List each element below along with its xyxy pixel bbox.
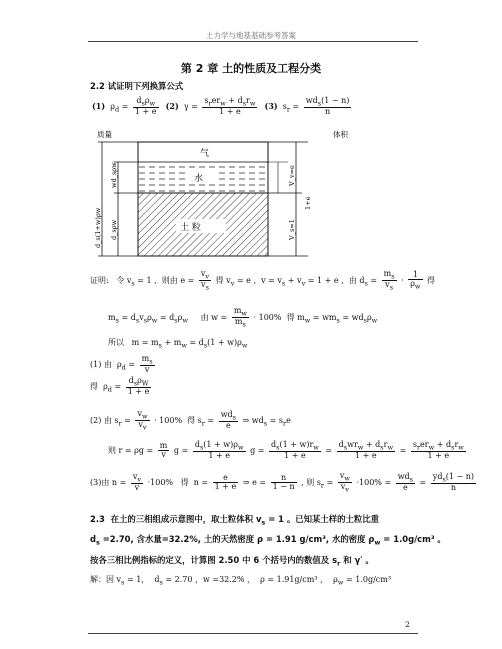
- section-2-3-line-3: 按各三相比例指标的定义，计算图 2.50 中 6 个括号内的数值及 $s_r$ 和 γ′ 。: [90, 555, 374, 568]
- solution-line: 解：因 $v_s = 1$， $d_s = 2.70$ ，w =32.2% ， ρ = 1.91g/cm³ ， $\rho_w = 1.0g/cm^3$: [90, 575, 392, 587]
- proof-part-1a: (1) 由 $\rho_d$ = $\frac{m_s}{v}$: [90, 354, 153, 375]
- formula-list: (1) $\rho_d$ = $\frac{d_s\rho_w}{1 + e}$ (2) γ = $\frac{s_rer_w + d_sr_w}{1 + e}$ (3) $s_r$ = $\frac{wd_s(1 - n)}{n}$: [92, 96, 350, 117]
- section-2-2-heading: 2.2 试证明下列换算公式: [90, 81, 184, 91]
- running-header: 土力学与地基基础参考答案: [206, 31, 296, 40]
- mass-soil-label: d_sρw: [110, 219, 118, 240]
- proof-line-3: 所以 $m = m_s + m_w = d_s(1 + w)\rho_w$: [108, 338, 248, 350]
- volume-soil-label: V_s=1: [288, 219, 296, 240]
- volume-total-label: 1+e: [304, 196, 312, 210]
- header-rule: [88, 41, 418, 42]
- label-volume: 体积: [333, 130, 348, 139]
- footer-rule: [88, 633, 418, 634]
- three-phase-diagram: [88, 128, 378, 260]
- label-mass: 质量: [97, 130, 112, 139]
- proof-line-2: $m_s = d_sv_s\rho_w = d_s\rho_w$ 由 w = $\frac{m_w}{m_s}$ · 100% 得 $m_w = wm_s = wd_s\rho_w$: [108, 306, 378, 329]
- air-label: 气: [200, 149, 210, 159]
- page-number: 2: [405, 620, 410, 629]
- proof-part-3: (3)由 n = $\frac{v_v}{v}$ ·100% 得 n = $\frac{e}{1 + e}$ ⇒ e = $\frac{n}{1 - n}$ , 则 $s_r$ = $\frac{v_w}{v_v}$ ·100% = $\frac{wd_s}{e}$ = $\frac{yd_s(1 - n)}{n}$: [90, 471, 475, 494]
- mass-total-label: d_s(1+w)ρw: [94, 207, 102, 248]
- volume-voids-label: V_v=e: [288, 165, 296, 186]
- proof-line-1: 证明: 令 $v_s = 1$ , 则由 e = $\frac{v_v}{v_s}$ 得 $v_v = e$ , $v = v_s + v_v = 1 + e$ , 由 $d_s$ = $\frac{m_s}{v_s}$ · $\frac{1}{\rho_w}$ 得: [90, 269, 436, 292]
- proof-part-2b: 则 r = ρg = $\frac{m}{v}$ g = $\frac{d_s(1 + w)\rho_w}{1 + e}$ g = $\frac{d_s(1 + w)r_w}{1 + e}$ = $\frac{d_swr_w + d_sr_w}{1 + e}$ = $\frac{s_rer_w + d_sr_w}{1 + e}$: [108, 440, 464, 461]
- water-label: 水: [194, 174, 204, 184]
- chapter-title: 第 2 章 土的性质及工程分类: [180, 62, 322, 75]
- section-2-3-line-1: 2.3 在土的三相组成示意图中，取土粒体积 $v_s = 1$ 。已知某土样的土粒比重: [90, 514, 380, 527]
- mass-water-label: wd_sρw: [110, 162, 118, 188]
- section-2-3-line-2: $d_s =2.70$, 含水量=32.2%, 土的天然密度 ρ = 1.91 g/cm³, 水的密度 $\rho_w = 1.0g/cm^3$ 。: [90, 534, 446, 547]
- proof-part-2a: (2) 由 $s_r$ = $\frac{v_w}{v_v}$ · 100% 得 $s_r$ = $\frac{wd_s}{e}$ ⇒ $wd_s = s_re$: [90, 409, 291, 432]
- proof-part-1b: 得 $\rho_d$ = $\frac{d_s\rho_W}{1 + e}$: [90, 376, 150, 397]
- soil-label: 土 粒: [180, 223, 201, 233]
